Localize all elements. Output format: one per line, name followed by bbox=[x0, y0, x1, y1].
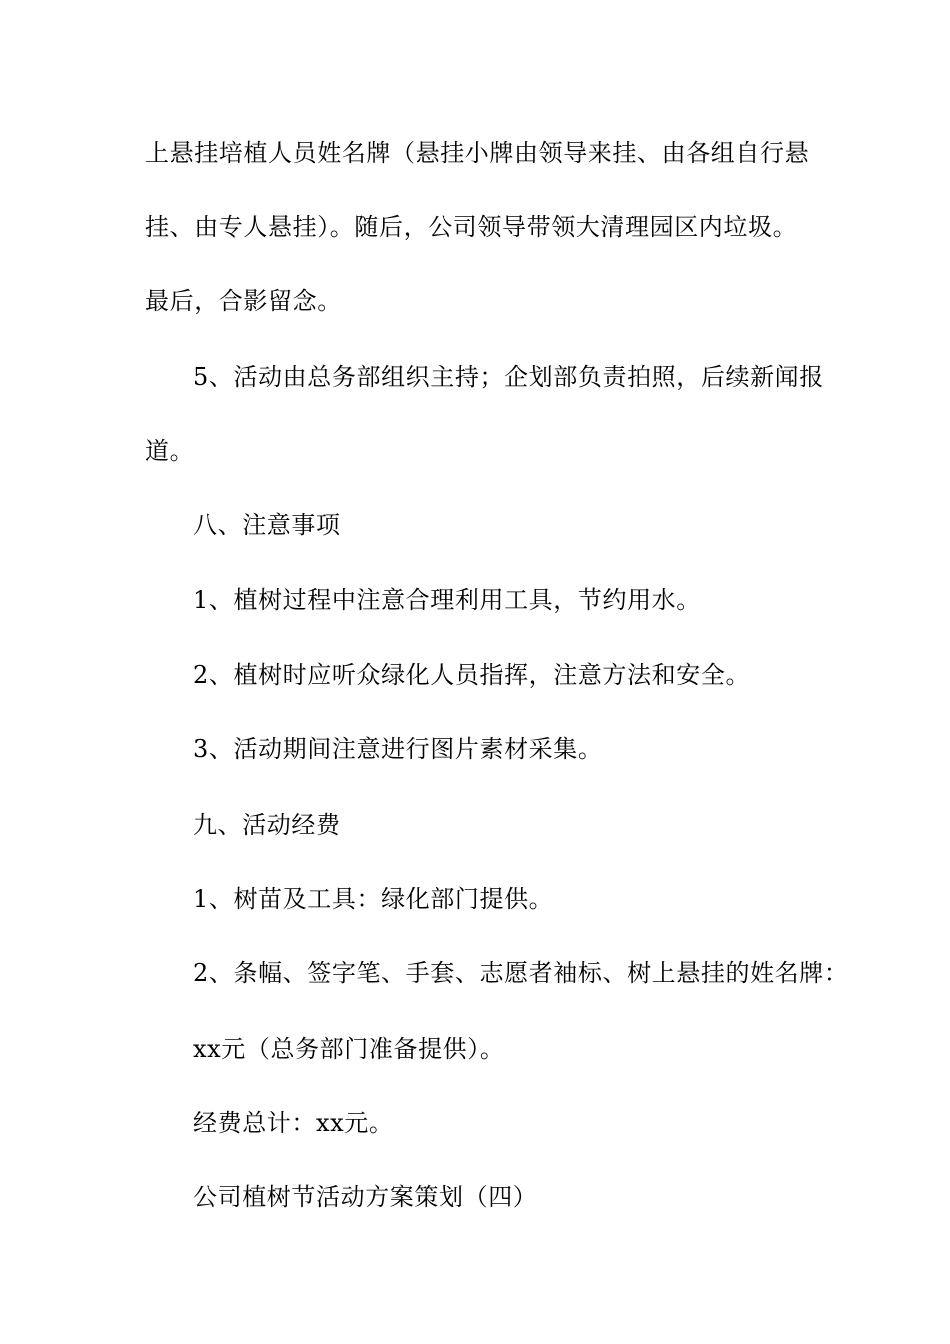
paragraph-line: 5、活动由总务部组织主持；企划部负责拍照，后续新闻报 bbox=[193, 363, 824, 391]
paragraph-line: 最后，合影留念。 bbox=[145, 287, 342, 315]
list-item: 1、植树过程中注意合理利用工具，节约用水。 bbox=[193, 586, 701, 614]
paragraph-line: 上悬挂培植人员姓名牌（悬挂小牌由领导来挂、由各组自行悬 bbox=[145, 139, 810, 167]
paragraph-line: 挂、由专人悬挂）。随后，公司领导带领大清理园区内垃圾。 bbox=[145, 213, 798, 241]
document-section-title: 公司植树节活动方案策划（四） bbox=[193, 1183, 538, 1211]
section-heading: 九、活动经费 bbox=[193, 811, 341, 839]
list-item: 3、活动期间注意进行图片素材采集。 bbox=[193, 735, 603, 763]
list-item: 1、树苗及工具：绿化部门提供。 bbox=[193, 885, 554, 913]
total-cost: 经费总计：xx元。 bbox=[193, 1109, 394, 1137]
paragraph-line: 道。 bbox=[145, 437, 195, 465]
section-heading: 八、注意事项 bbox=[193, 511, 341, 539]
list-item: 2、条幅、签字笔、手套、志愿者袖标、树上悬挂的姓名牌： bbox=[193, 959, 849, 987]
list-item-continuation: xx元（总务部门准备提供）。 bbox=[193, 1035, 505, 1063]
list-item: 2、植树时应听众绿化人员指挥，注意方法和安全。 bbox=[193, 661, 751, 689]
